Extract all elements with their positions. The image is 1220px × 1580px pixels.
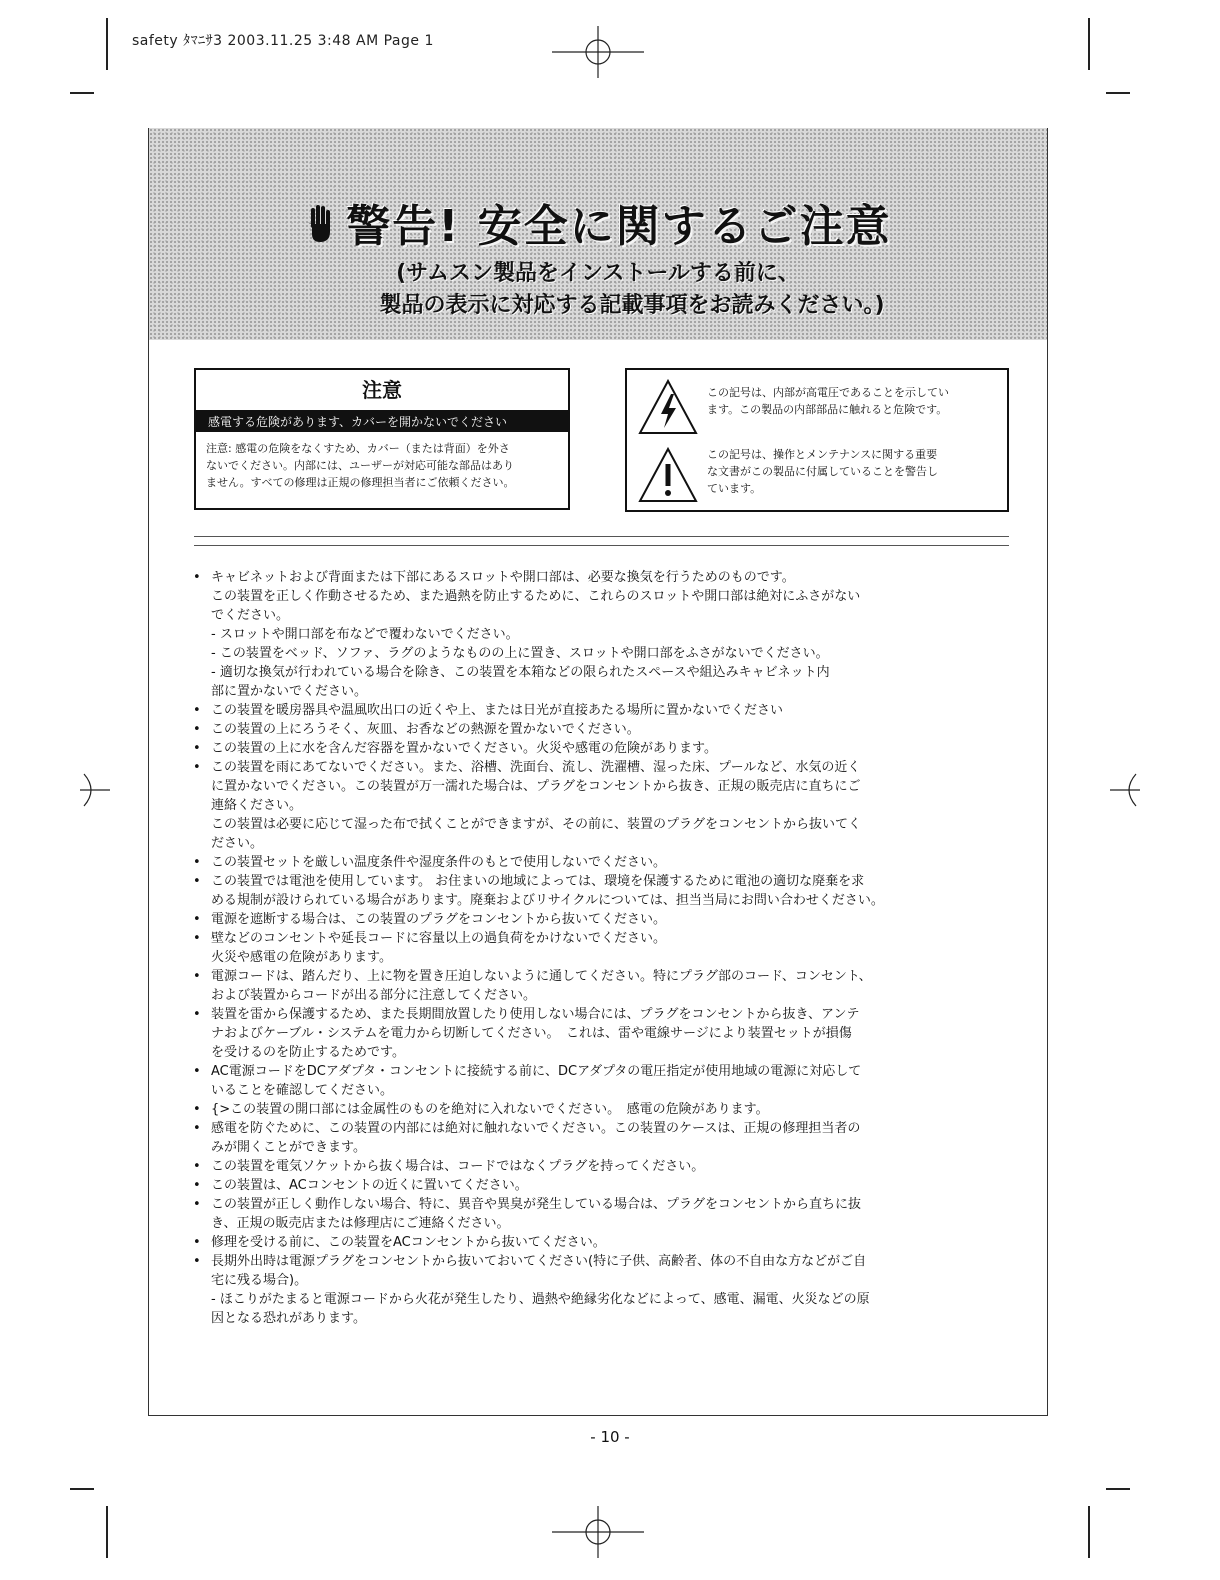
printer-slug: safety ﾀﾏﾆｻ3 2003.11.25 3:48 AM Page 1 <box>132 33 434 49</box>
subtitle-line-2: 製品の表示に対応する記載事項をお読みください。) <box>379 293 885 318</box>
list-item <box>189 1252 1019 1290</box>
divider-rule <box>194 536 1009 537</box>
list-item-line: みが開くことができます。 <box>211 1140 366 1155</box>
crop-mark <box>1106 1488 1130 1490</box>
safety-instructions-list <box>189 568 1019 1328</box>
caution-line: ません。すべての修理は正規の修理担当者にご依頼ください。 <box>206 476 515 489</box>
list-item-line: および装置からコードが出る部分に注意してください。 <box>211 988 537 1003</box>
list-item-line: - ほこりがたまると電源コードから火花が発生したり、過熱や絶縁劣化などによって、感電、漏電、火災などの原 <box>211 1292 870 1307</box>
exclamation-symbol-text <box>707 446 1003 497</box>
symbol-legend-box <box>625 368 1009 512</box>
list-item <box>189 568 1019 625</box>
list-item-line: • この装置の上に水を含んだ容器を置かないでください。火災や感電の危険があります。 <box>211 741 717 756</box>
warning-header <box>149 128 1047 340</box>
list-item-line: 部に置かないでください。 <box>211 684 368 699</box>
list-item-line: この装置を正しく作動させるため、また過熱を防止するために、これらのスロットや開口部は絶対にふさがない <box>211 589 861 604</box>
lightning-warning-icon <box>637 378 699 436</box>
caution-box <box>194 368 570 510</box>
sub-list-item <box>189 1290 1019 1328</box>
list-item-line: 因となる恐れがあります。 <box>211 1311 366 1326</box>
list-item-line: でください。 <box>211 608 290 623</box>
stop-hand-icon <box>304 204 336 255</box>
crop-mark <box>106 1506 108 1558</box>
registration-mark-left <box>80 770 110 810</box>
page-title <box>149 190 1047 255</box>
list-item-line: • この装置セットを厳しい温度条件や湿度条件のもとで使用しないでください。 <box>211 855 667 870</box>
list-item-line: • この装置を暖房器具や温風吹出口の近くや上、または日光が直接あたる場所に置かないでください <box>211 703 784 718</box>
list-item-line: ださい。 <box>211 836 264 851</box>
divider-rule <box>194 545 1009 546</box>
list-item-line: • 感電を防ぐために、この装置の内部には絶対に触れないでください。この装置のケースは、正規の修理担当者の <box>211 1121 861 1136</box>
registration-mark-right <box>1110 770 1140 810</box>
crop-mark <box>1088 1506 1090 1558</box>
list-item <box>189 929 1019 967</box>
list-item <box>189 853 1019 872</box>
list-item-line: • 電源コードは、踏んだり、上に物を置き圧迫しないように通してください。特にプラグ部のコード、コンセント、 <box>211 969 872 984</box>
list-item <box>189 1176 1019 1195</box>
sub-list-item <box>189 625 1019 644</box>
crop-mark <box>1106 92 1130 94</box>
list-item <box>189 1100 1019 1119</box>
list-item-line: • 壁などのコンセントや延長コードに容量以上の過負荷をかけないでください。 <box>211 931 667 946</box>
crop-mark <box>70 92 94 94</box>
list-item <box>189 701 1019 720</box>
list-item-line: を受けるのを防止するためです。 <box>211 1045 405 1060</box>
crop-mark <box>1088 18 1090 70</box>
list-item-line: • この装置では電池を使用しています。 お住まいの地域によっては、環境を保護するために電池の適切な廃棄を求 <box>211 874 865 889</box>
list-item-line: • この装置が正しく動作しない場合、特に、異音や異臭が発生している場合は、プラグをコンセントから直ちに抜 <box>211 1197 862 1212</box>
list-item-line: • AC電源コードをDCアダプタ・コンセントに接続する前に、DCアダプタの電圧指定が使用地域の電源に対応して <box>211 1064 862 1079</box>
lightning-symbol-text <box>707 384 1003 418</box>
list-item-line: に置かないでください。この装置が万一濡れた場合は、プラグをコンセントから抜き、正規の販売店に直ちにご <box>211 779 861 794</box>
list-item <box>189 1005 1019 1062</box>
list-item-line: - この装置をベッド、ソファ、ラグのようなものの上に置き、スロットや開口部をふさがないでください。 <box>211 646 829 661</box>
caution-line: ないでください。内部には、ユーザーが対応可能な部品はあり <box>206 459 514 472</box>
crop-mark <box>106 18 108 70</box>
list-item-line: • この装置を電気ソケットから抜く場合は、コードではなくプラグを持ってください。 <box>211 1159 705 1174</box>
page-number: - 10 - <box>590 1428 630 1446</box>
list-item <box>189 1062 1019 1100</box>
list-item-line: • この装置の上にろうそく、灰皿、お香などの熱源を置かないでください。 <box>211 722 640 737</box>
symbol-line: この記号は、操作とメンテナンスに関する重要 <box>707 448 938 461</box>
exclamation-warning-icon <box>637 446 699 504</box>
list-item-line: • 電源を遮断する場合は、この装置のプラグをコンセントから抜いてください。 <box>211 912 667 927</box>
registration-mark-top <box>552 26 644 78</box>
crop-mark <box>70 1488 94 1490</box>
symbol-line: この記号は、内部が高電圧であることを示してい <box>707 386 949 399</box>
title-text: 警告! 安全に関するご注意 <box>346 201 892 252</box>
list-item-line: • この装置は、ACコンセントの近くに置いてください。 <box>211 1178 528 1193</box>
list-item-line: • {>この装置の開口部には金属性のものを絶対に入れないでください。 感電の危険があります。 <box>211 1102 769 1117</box>
list-item-line: ナおよびケーブル・システムを電力から切断してください。 これは、雷や電線サージにより装置セットが損傷 <box>211 1026 852 1041</box>
list-item-line: いることを確認してください。 <box>211 1083 394 1098</box>
caution-line: 注意: 感電の危険をなくすため、カバー（または背面）を外さ <box>206 442 510 455</box>
list-item <box>189 967 1019 1005</box>
list-item <box>189 739 1019 758</box>
list-item <box>189 910 1019 929</box>
symbol-line: ます。この製品の内部部品に触れると危険です。 <box>707 403 948 416</box>
list-item <box>189 1157 1019 1176</box>
list-item <box>189 1119 1019 1157</box>
list-item-line: • キャビネットおよび背面または下部にあるスロットや開口部は、必要な換気を行うためのものです。 <box>211 570 795 585</box>
list-item-line: - スロットや開口部を布などで覆わないでください。 <box>211 627 519 642</box>
list-item <box>189 872 1019 910</box>
list-item-line: • 修理を受ける前に、この装置をACコンセントから抜いてください。 <box>211 1235 606 1250</box>
list-item <box>189 1233 1019 1252</box>
list-item-line: 火災や感電の危険があります。 <box>211 950 392 965</box>
list-item-line: この装置は必要に応じて湿った布で拭くことができますが、その前に、装置のプラグをコンセントから抜いてく <box>211 817 862 832</box>
list-item <box>189 720 1019 739</box>
sub-list-item <box>189 663 1019 701</box>
symbol-line: な文書がこの製品に付属していることを警告し <box>707 465 938 478</box>
page-frame <box>148 128 1048 1416</box>
list-item-line: • 装置を雷から保護するため、また長期間放置したり使用しない場合には、プラグをコンセントから抜き、アンテ <box>211 1007 860 1022</box>
list-item-line: 連絡ください。 <box>211 798 303 813</box>
list-item-line: • この装置を雨にあてないでください。また、浴槽、洗面台、流し、洗濯槽、湿った床、プールなど、水気の近く <box>211 760 861 775</box>
subtitle-line-1: (サムスン製品をインストールする前に、 <box>396 261 800 286</box>
registration-mark-bottom <box>552 1506 644 1558</box>
sub-list-item <box>189 644 1019 663</box>
list-item <box>189 758 1019 853</box>
caution-band: 感電する危険があります、カバーを開かないでください <box>196 412 568 432</box>
list-item-line: • 長期外出時は電源プラグをコンセントから抜いておいてください(特に子供、高齢者、体の不自由な方などがご自 <box>211 1254 867 1269</box>
caution-title: 注意 <box>196 370 568 412</box>
list-item-line: 宅に残る場合)。 <box>211 1273 308 1288</box>
symbol-line: ています。 <box>707 482 762 495</box>
list-item-line: める規制が設けられている場合があります。廃棄およびリサイクルについては、担当当局にお問い合わせください。 <box>211 893 884 908</box>
caution-body <box>196 432 568 491</box>
list-item <box>189 1195 1019 1233</box>
list-item-line: き、正規の販売店または修理店にご連絡ください。 <box>211 1216 510 1231</box>
list-item-line: - 適切な換気が行われている場合を除き、この装置を本箱などの限られたスペースや組込みキャビネット内 <box>211 665 830 680</box>
